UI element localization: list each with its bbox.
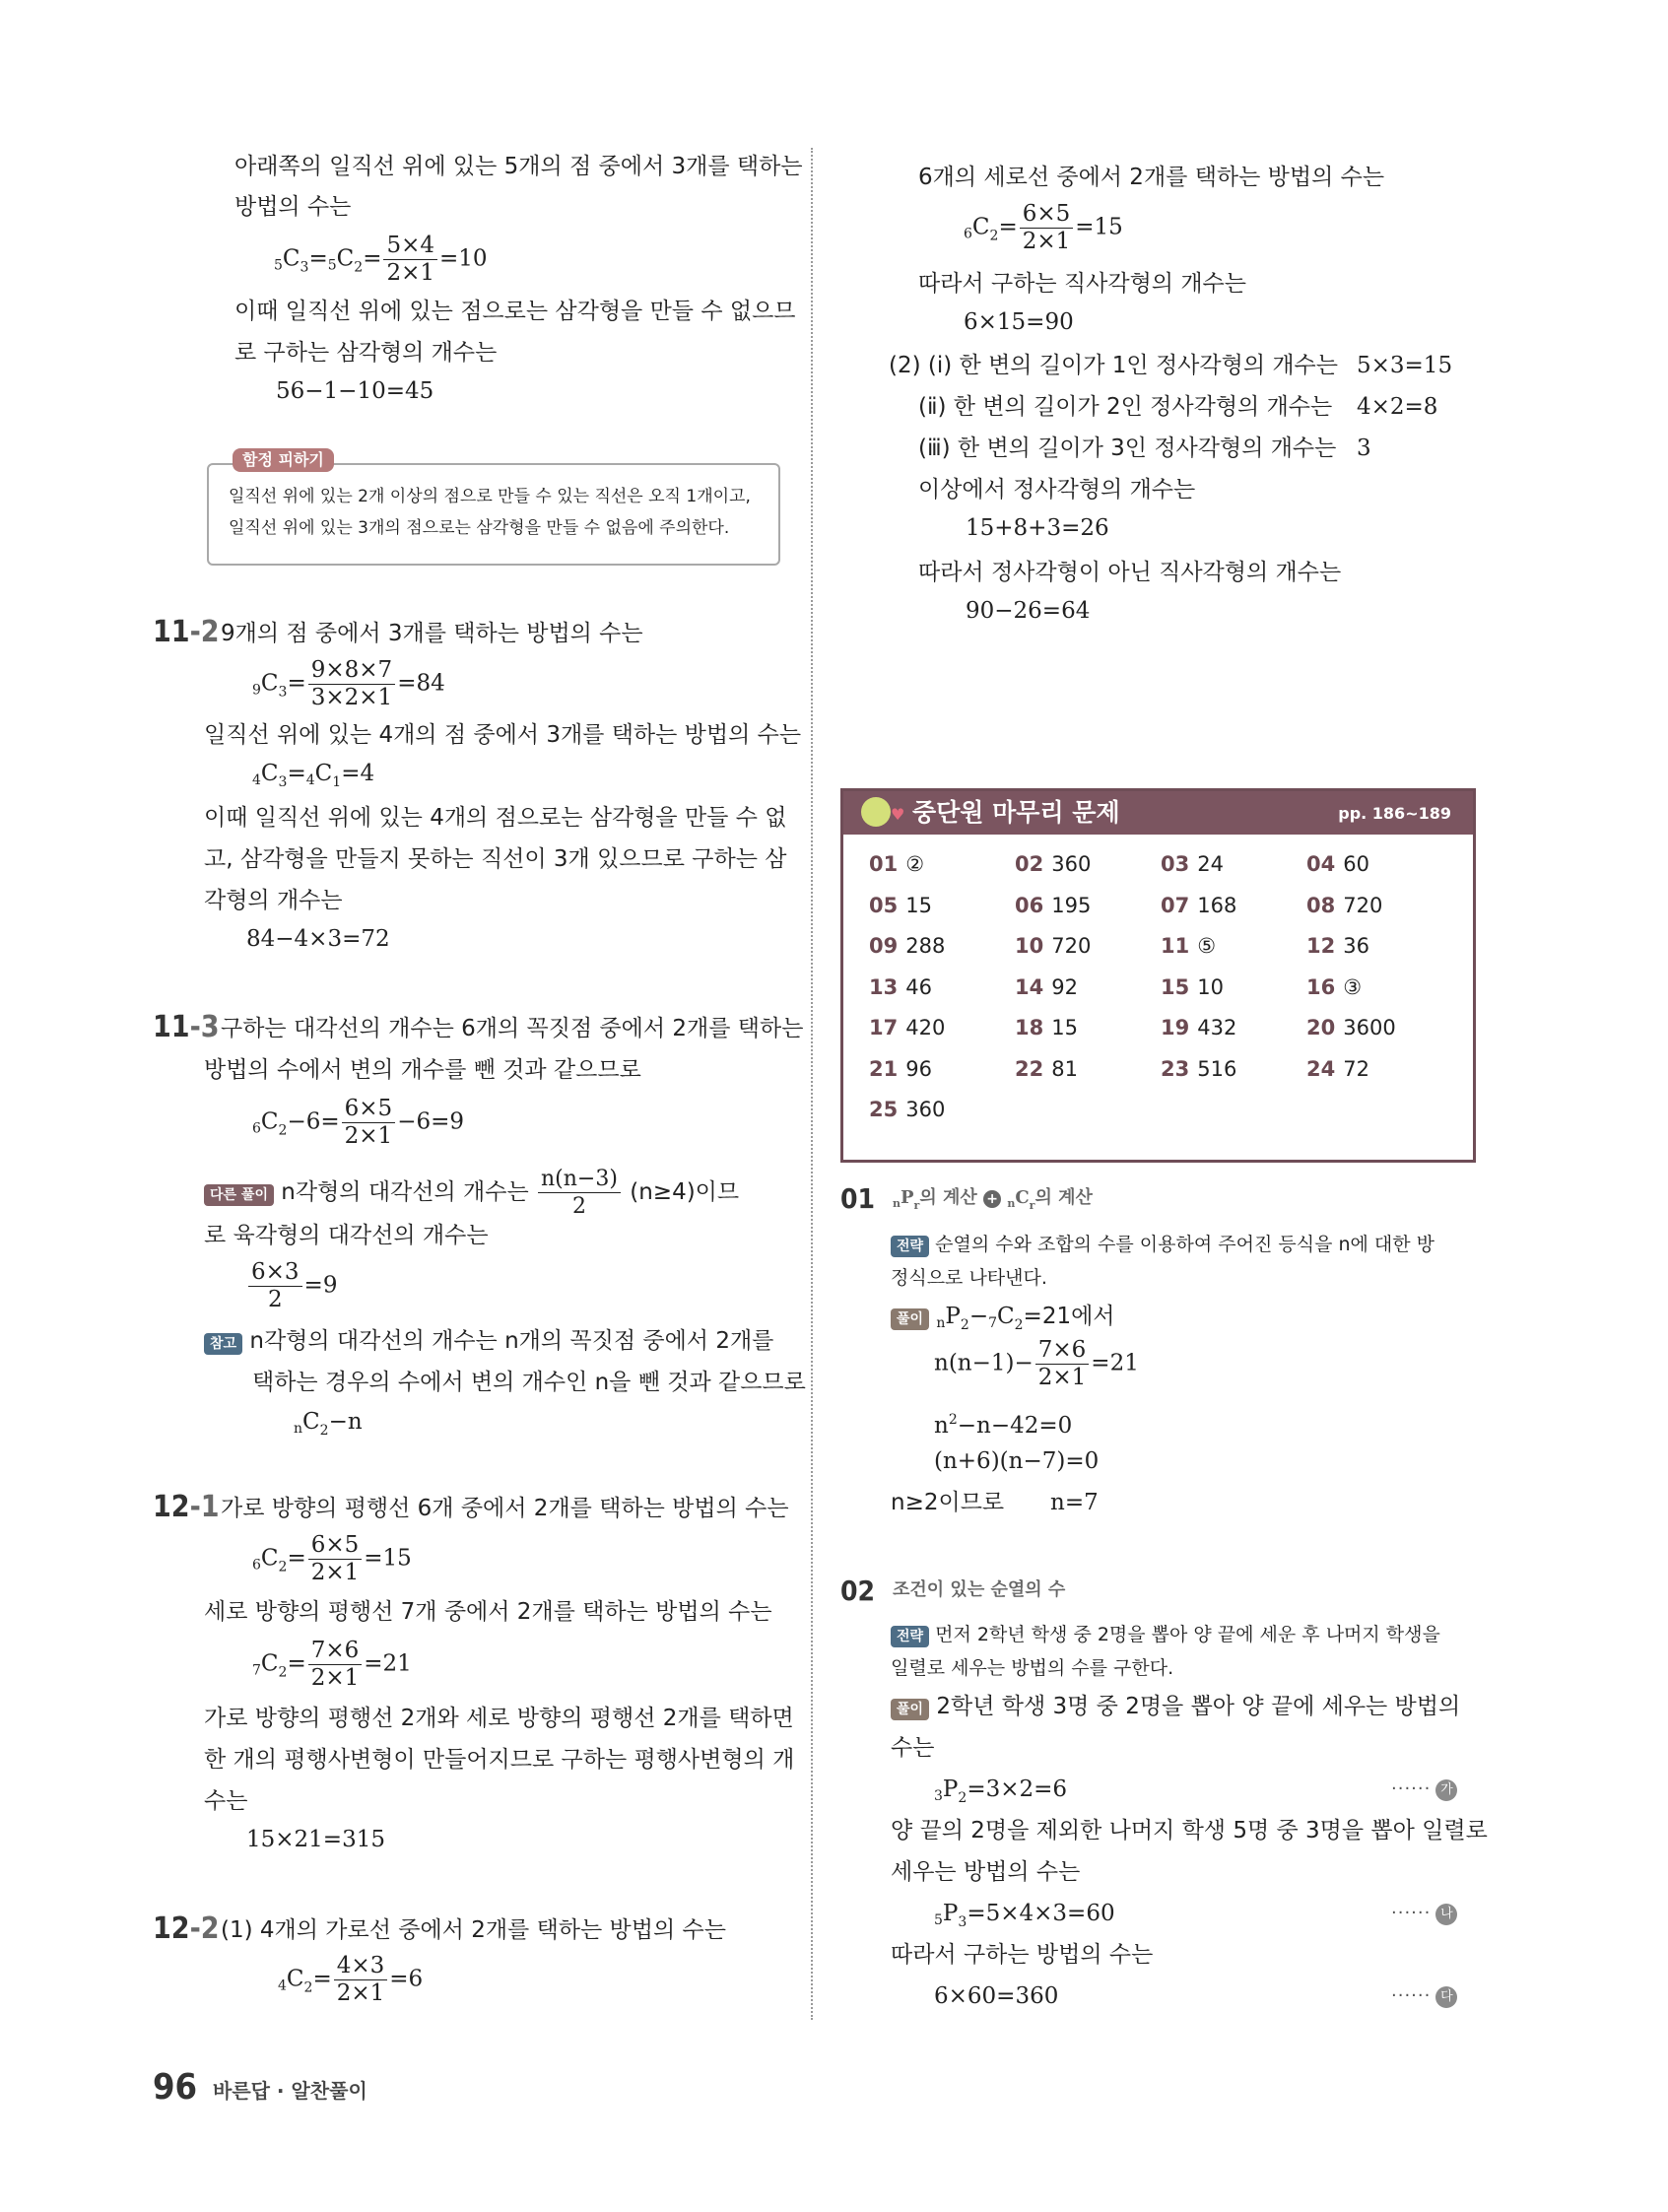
review-answer-number: 22 (1015, 1056, 1044, 1081)
review-answer-value: 3600 (1343, 1016, 1396, 1039)
review-answer-item (869, 972, 932, 1003)
review-answer-value: 15 (905, 893, 932, 917)
eq-a: n(n−1)− (934, 1350, 1034, 1376)
q01-eq-1 (934, 1337, 1139, 1391)
num-main: 12 (153, 1911, 190, 1946)
p11-2-formula-2: $4C_3=4C_1=4$ (252, 761, 375, 790)
q02-solution-line-2: 수는 (891, 1735, 935, 1761)
review-answer-value: 96 (905, 1056, 932, 1081)
review-answer-item (1161, 972, 1224, 1003)
review-answer-item (869, 1012, 945, 1043)
p12-1-formula-2: $7C_2=$ $\frac{7\times 6}{2\times 1}$ =21 (252, 1638, 412, 1691)
plus-icon: + (983, 1190, 1001, 1208)
cont-text-1: 아래쪽의 일직선 위에 있는 5개의 점 중에서 3개를 택하는 (234, 154, 803, 179)
review-answer-number: 11 (1161, 934, 1190, 958)
p11-2-line-2: 일직선 위에 있는 4개의 점 중에서 3개를 택하는 방법의 수는 (204, 722, 802, 748)
p12-2-formula-1: $4C_2=$ $\frac{4\times 3}{2\times 1}$ =6 (278, 1953, 424, 2006)
q01-number: 01 (840, 1182, 876, 1215)
f-num: 6×5 (342, 1096, 396, 1123)
f-den: 2×1 (310, 1665, 360, 1691)
p11-3-other-solution (204, 1166, 739, 1220)
f-num: 9×8×7 (308, 657, 395, 685)
f-res: =9 (303, 1272, 338, 1299)
f-den: 2 (267, 1287, 283, 1312)
p12-2-line-1: (1) 4개의 가로선 중에서 2개를 택하는 방법의 수는 (221, 1917, 726, 1943)
r-row-2-text: (ⅱ) 한 변의 길이가 2인 정사각형의 개수는 (918, 394, 1333, 420)
review-answer-number: 01 (869, 852, 899, 876)
review-answer-item (869, 848, 924, 880)
review-answer-value: 60 (1343, 852, 1369, 876)
p12-1-line-1: 가로 방향의 평행선 6개 중에서 2개를 택하는 방법의 수는 (221, 1496, 789, 1521)
eq2-rest: −n−42=0 (957, 1413, 1073, 1439)
review-answer-value: 195 (1051, 893, 1092, 917)
f-res: =6 (389, 1966, 424, 1992)
review-answer-item (1306, 972, 1362, 1003)
r-row-1-value: 5×3=15 (1357, 353, 1453, 378)
review-answer-number: 23 (1161, 1056, 1190, 1081)
q01-topic: $_nP_r$의 계산 + $_nC_r$의 계산 (893, 1187, 1093, 1212)
review-pages: pp. 186~189 (1338, 804, 1451, 823)
f-den: 2×1 (344, 1123, 393, 1149)
f-res: =21 (364, 1650, 412, 1677)
review-answer-value: 36 (1343, 934, 1369, 958)
ref-line-1-text: n각형의 대각선의 개수는 n개의 꼭짓점 중에서 2개를 (249, 1328, 774, 1354)
solution-badge: 풀이 (891, 1308, 929, 1330)
other-den: 2 (571, 1194, 586, 1219)
q01-topic-b: 의 계산 (1034, 1187, 1093, 1208)
r-line-3: 이상에서 정사각형의 개수는 (918, 477, 1196, 503)
p11-3-formula-2 (246, 1259, 337, 1313)
num-main: 12 (153, 1490, 190, 1524)
trap-label (233, 448, 334, 472)
num-main: 11 (153, 615, 190, 649)
p11-3-formula-1: $6C_2-6=$ $\frac{6\times 5}{2\times 1}$ −6=9 (252, 1096, 464, 1149)
q02-eq-2: $5P_3=5\times 4\times 3=60$ (934, 1901, 1115, 1930)
other-num: n(n−3) (538, 1166, 621, 1193)
review-answer-number: 25 (869, 1098, 899, 1121)
review-answer-value: 432 (1197, 1016, 1237, 1039)
review-answer-item (1161, 930, 1216, 962)
eq2-rest: =5×4×3=60 (967, 1901, 1115, 1926)
review-title: 중단원 마무리 문제 (912, 798, 1120, 827)
q01-strategy-line-1 (891, 1228, 1434, 1261)
mark-b-icon: 나 (1435, 1904, 1457, 1925)
q02-eq-3: 6×60=360 (934, 1983, 1059, 2009)
review-answer-value: 92 (1051, 974, 1078, 999)
p11-2-calc: 84−4×3=72 (246, 926, 390, 952)
cont-calc: 56−1−10=45 (276, 378, 434, 404)
q01-condition: n≥2이므로 (891, 1490, 1005, 1515)
q02-eq-1: $3P_2=3\times 2=6$ (934, 1776, 1068, 1806)
other-solution-badge: 다른 풀이 (204, 1184, 274, 1206)
review-answer-value: ③ (1343, 974, 1363, 999)
mark-c-icon: 다 (1435, 1986, 1457, 2008)
review-answer-number: 13 (869, 974, 899, 999)
q02-strategy-text: 먼저 2학년 학생 중 2명을 뽑아 양 끝에 세운 후 나머지 학생을 (935, 1624, 1440, 1645)
q02-line-3: 양 끝의 2명을 제외한 나머지 학생 5명 중 3명을 뽑아 일렬로 (891, 1818, 1488, 1843)
review-answer-item (869, 890, 932, 921)
p11-3-ref-formula: $nC_2-n$ (294, 1409, 363, 1439)
p11-3-line-1: 구하는 대각선의 개수는 6개의 꼭짓점 중에서 2개를 택하는 (221, 1016, 804, 1041)
p12-1-calc: 15×21=315 (246, 1827, 385, 1852)
q02-mark-c: ······ 다 (1391, 1980, 1457, 2012)
review-answer-number: 19 (1161, 1016, 1190, 1039)
problem-12-2-number (153, 1911, 220, 1946)
review-answer-number: 20 (1306, 1016, 1336, 1039)
p11-2-line-4: 고, 삼각형을 만들지 못하는 직선이 3개 있으므로 구하는 삼 (204, 846, 787, 872)
review-answer-number: 24 (1306, 1056, 1336, 1081)
review-answer-item (869, 930, 945, 962)
f-res: −6=9 (397, 1108, 464, 1135)
review-answer-number: 03 (1161, 852, 1190, 876)
solution-badge: 풀이 (891, 1699, 929, 1720)
r-line-4: 따라서 정사각형이 아닌 직사각형의 개수는 (918, 560, 1342, 585)
review-answer-number: 09 (869, 934, 899, 958)
r-row-3-value: 3 (1357, 436, 1371, 461)
cont-formula-result: =10 (439, 245, 488, 272)
problem-11-3-number (153, 1010, 220, 1044)
p12-1-formula-1: $6C_2=$ $\frac{6\times 5}{2\times 1}$ =15 (252, 1532, 412, 1585)
mark-a-icon: 가 (1435, 1779, 1457, 1801)
review-answer-value: ② (905, 852, 925, 876)
p11-2-line-5: 각형의 개수는 (204, 888, 343, 913)
q02-solution-line-1 (891, 1691, 1460, 1722)
review-panel (840, 788, 1476, 1163)
review-answer-value: 360 (1051, 852, 1092, 876)
review-answer-value: ⑤ (1197, 934, 1217, 958)
f-num: 7×6 (308, 1638, 363, 1665)
q02-mark-a: ······ 가 (1391, 1774, 1457, 1805)
r-formula-1: $6C_2=$ $\frac{6\times 5}{2\times 1}$ =15 (964, 201, 1123, 254)
r-calc-2: 15+8+3=26 (966, 515, 1109, 541)
review-answer-value: 10 (1197, 974, 1224, 999)
review-answer-item (1306, 1012, 1396, 1043)
f-den: 2×1 (336, 1980, 385, 2006)
q01-strategy (891, 1228, 1434, 1295)
q02-strategy-line-1 (891, 1618, 1440, 1651)
review-answer-item (1161, 848, 1224, 880)
q02-number: 02 (840, 1575, 876, 1607)
review-answer-item (1015, 848, 1091, 880)
review-answer-number: 21 (869, 1056, 899, 1081)
num-main: 11 (153, 1010, 190, 1044)
review-answer-item (869, 1053, 932, 1085)
cont-formula: $5C_3=5C_2=$ $\frac{5\times 4}{2\times 1}$ =10 (274, 233, 488, 286)
num-sub: -1 (189, 1490, 220, 1524)
num-sub: -3 (189, 1010, 220, 1044)
eq1-rest: =3×2=6 (967, 1776, 1068, 1802)
p11-3-ref-line-1 (204, 1325, 773, 1357)
review-answer-number: 05 (869, 893, 899, 917)
review-answer-number: 16 (1306, 974, 1336, 999)
p11-3-line-3: 로 육각형의 대각선의 개수는 (204, 1223, 489, 1248)
review-answer-item (1161, 1053, 1236, 1085)
trap-label-text: 함정 피하기 (242, 450, 324, 469)
review-answer-number: 04 (1306, 852, 1336, 876)
p11-2-line-1: 9개의 점 중에서 3개를 택하는 방법의 수는 (221, 621, 643, 646)
q02-sol-text: 2학년 학생 3명 중 2명을 뽑아 양 끝에 세우는 방법의 (936, 1694, 1461, 1719)
review-answer-value: 420 (905, 1016, 946, 1039)
review-answer-value: 720 (1051, 934, 1092, 958)
p12-1-line-4: 한 개의 평행사변형이 만들어지므로 구하는 평행사변형의 개 (204, 1747, 795, 1773)
review-answer-number: 15 (1161, 974, 1190, 999)
p11-2-formula-1: $9C_3=$ $\frac{9\times 8\times 7}{3\times 2\times 1}$ =84 (252, 657, 445, 710)
q02-mark-b: ······ 나 (1391, 1898, 1457, 1929)
review-answer-number: 07 (1161, 893, 1190, 917)
other-text-b: (n≥4)이므 (630, 1179, 740, 1205)
review-answer-value: 288 (905, 934, 946, 958)
review-answer-item (1306, 930, 1369, 962)
review-answer-item (1306, 1053, 1369, 1085)
q01-result: n=7 (1050, 1490, 1099, 1515)
problem-12-1-number (153, 1490, 220, 1524)
review-answer-value: 720 (1343, 893, 1383, 917)
f-num: 4×3 (334, 1953, 388, 1980)
review-answer-item (1015, 972, 1078, 1003)
r-row-3-text: (ⅲ) 한 변의 길이가 3인 정사각형의 개수는 (918, 436, 1337, 461)
review-answer-item (1306, 848, 1369, 880)
other-text-a: n각형의 대각선의 개수는 (281, 1179, 529, 1205)
r-line-1: 6개의 세로선 중에서 2개를 택하는 방법의 수는 (918, 165, 1385, 190)
f-res: =4 (341, 761, 375, 786)
f-num: 6×5 (308, 1532, 363, 1560)
f-res: =15 (364, 1545, 412, 1572)
q02-strategy-line-2: 일렬로 세우는 방법의 수를 구한다. (891, 1657, 1174, 1679)
p12-1-line-2: 세로 방향의 평행선 7개 중에서 2개를 택하는 방법의 수는 (204, 1599, 772, 1625)
q02-line-4: 세우는 방법의 수는 (891, 1859, 1081, 1885)
q01-strategy-line-2: 정식으로 나타낸다. (891, 1267, 1047, 1289)
trap-box (207, 463, 780, 566)
review-answer-value: 168 (1197, 893, 1237, 917)
f-res: =15 (1075, 214, 1123, 240)
review-answer-value: 72 (1343, 1056, 1369, 1081)
review-answer-number: 14 (1015, 974, 1044, 999)
review-answer-item (1015, 1053, 1078, 1085)
f-res: =84 (397, 670, 445, 697)
review-answer-number: 10 (1015, 934, 1044, 958)
r-line-2: 따라서 구하는 직사각형의 개수는 (918, 271, 1246, 297)
r-calc-1: 6×15=90 (964, 309, 1074, 335)
q01-strategy-text: 순열의 수와 조합의 수를 이용하여 주어진 등식을 n에 대한 방 (935, 1234, 1435, 1255)
trap-line-1: 일직선 위에 있는 2개 이상의 점으로 만들 수 있는 직선은 오직 1개이고, (229, 487, 751, 506)
review-answer-value: 15 (1051, 1016, 1078, 1039)
reference-badge: 참고 (204, 1333, 242, 1355)
q01-topic-a: 의 계산 (919, 1187, 977, 1208)
review-answer-item (1161, 1012, 1236, 1043)
f-den: 2×1 (1037, 1365, 1087, 1390)
q01-eq-3: (n+6)(n−7)=0 (934, 1448, 1100, 1474)
review-answer-item (869, 1094, 945, 1125)
f-den: 2×1 (1022, 229, 1071, 254)
f-num: 6×5 (1020, 201, 1074, 229)
q02-strategy (891, 1618, 1440, 1685)
num-sub: -2 (189, 1911, 220, 1946)
trap-line-2: 일직선 위에 있는 3개의 점으로는 삼각형을 만들 수 없음에 주의한다. (229, 518, 730, 538)
q01-solution-line-1: 풀이 $nP_2-7C_2=21$에서 (891, 1301, 1115, 1341)
cont-text-4: 로 구하는 삼각형의 개수는 (234, 340, 498, 366)
p11-3-ref-line-2: 택하는 경우의 수에서 변의 개수인 n을 뺀 것과 같으므로 (252, 1370, 806, 1395)
r-row-1-text: (2) (ⅰ) 한 변의 길이가 1인 정사각형의 개수는 (889, 353, 1338, 378)
review-answer-value: 360 (905, 1098, 946, 1121)
review-answer-number: 08 (1306, 893, 1336, 917)
review-answer-item (1015, 1012, 1078, 1043)
strategy-badge: 전략 (891, 1236, 929, 1257)
f-den: 3×2×1 (310, 685, 393, 710)
review-answer-item (1015, 930, 1091, 962)
column-divider (811, 148, 813, 2020)
p12-1-line-3: 가로 방향의 평행선 2개와 세로 방향의 평행선 2개를 택하면 (204, 1706, 794, 1731)
f-den: 2×1 (310, 1560, 360, 1585)
problem-11-2-number (153, 615, 220, 649)
review-answer-value: 24 (1197, 852, 1224, 876)
r-calc-3: 90−26=64 (966, 598, 1091, 624)
r-row-2-value: 4×2=8 (1357, 394, 1438, 420)
review-decoration-icon (861, 797, 891, 827)
ref-formula-rest: −n (328, 1409, 363, 1435)
num-sub: -2 (189, 615, 220, 649)
cont-text-3: 이때 일직선 위에 있는 점으로는 삼각형을 만들 수 없으므 (234, 299, 796, 324)
review-answer-value: 516 (1197, 1056, 1237, 1081)
review-answer-item (1306, 890, 1382, 921)
page-number: 96 (153, 2067, 198, 2108)
q02-line-5: 따라서 구하는 방법의 수는 (891, 1942, 1154, 1968)
review-answer-item (1161, 890, 1236, 921)
review-answer-value: 46 (905, 974, 932, 999)
f-mid: −6= (287, 1108, 340, 1135)
f-num: 6×3 (248, 1259, 302, 1287)
review-answer-item (1015, 890, 1091, 921)
q02-topic: 조건이 있는 순열의 수 (893, 1579, 1066, 1600)
p11-3-line-2: 방법의 수에서 변의 개수를 뺀 것과 같으므로 (204, 1057, 641, 1083)
review-answer-value: 81 (1051, 1056, 1078, 1081)
review-answer-number: 06 (1015, 893, 1044, 917)
book-title: 바른답 · 알찬풀이 (213, 2079, 367, 2103)
eq-res: =21 (1091, 1350, 1139, 1376)
strategy-badge: 전략 (891, 1626, 929, 1647)
f-num: 7×6 (1035, 1337, 1090, 1365)
review-answer-number: 18 (1015, 1016, 1044, 1039)
q01-eq-2: $n^2-n-42=0$ (934, 1412, 1073, 1439)
review-header (843, 791, 1473, 835)
review-answer-number: 17 (869, 1016, 899, 1039)
review-answer-number: 02 (1015, 852, 1044, 876)
review-answer-number: 12 (1306, 934, 1336, 958)
q01-sol-text: =21에서 (1023, 1304, 1115, 1329)
p12-1-line-5: 수는 (204, 1788, 248, 1814)
heart-icon: ♥ (891, 805, 905, 824)
cont-text-2: 방법의 수는 (234, 194, 352, 220)
p11-2-line-3: 이때 일직선 위에 있는 4개의 점으로는 삼각형을 만들 수 없 (204, 805, 787, 831)
